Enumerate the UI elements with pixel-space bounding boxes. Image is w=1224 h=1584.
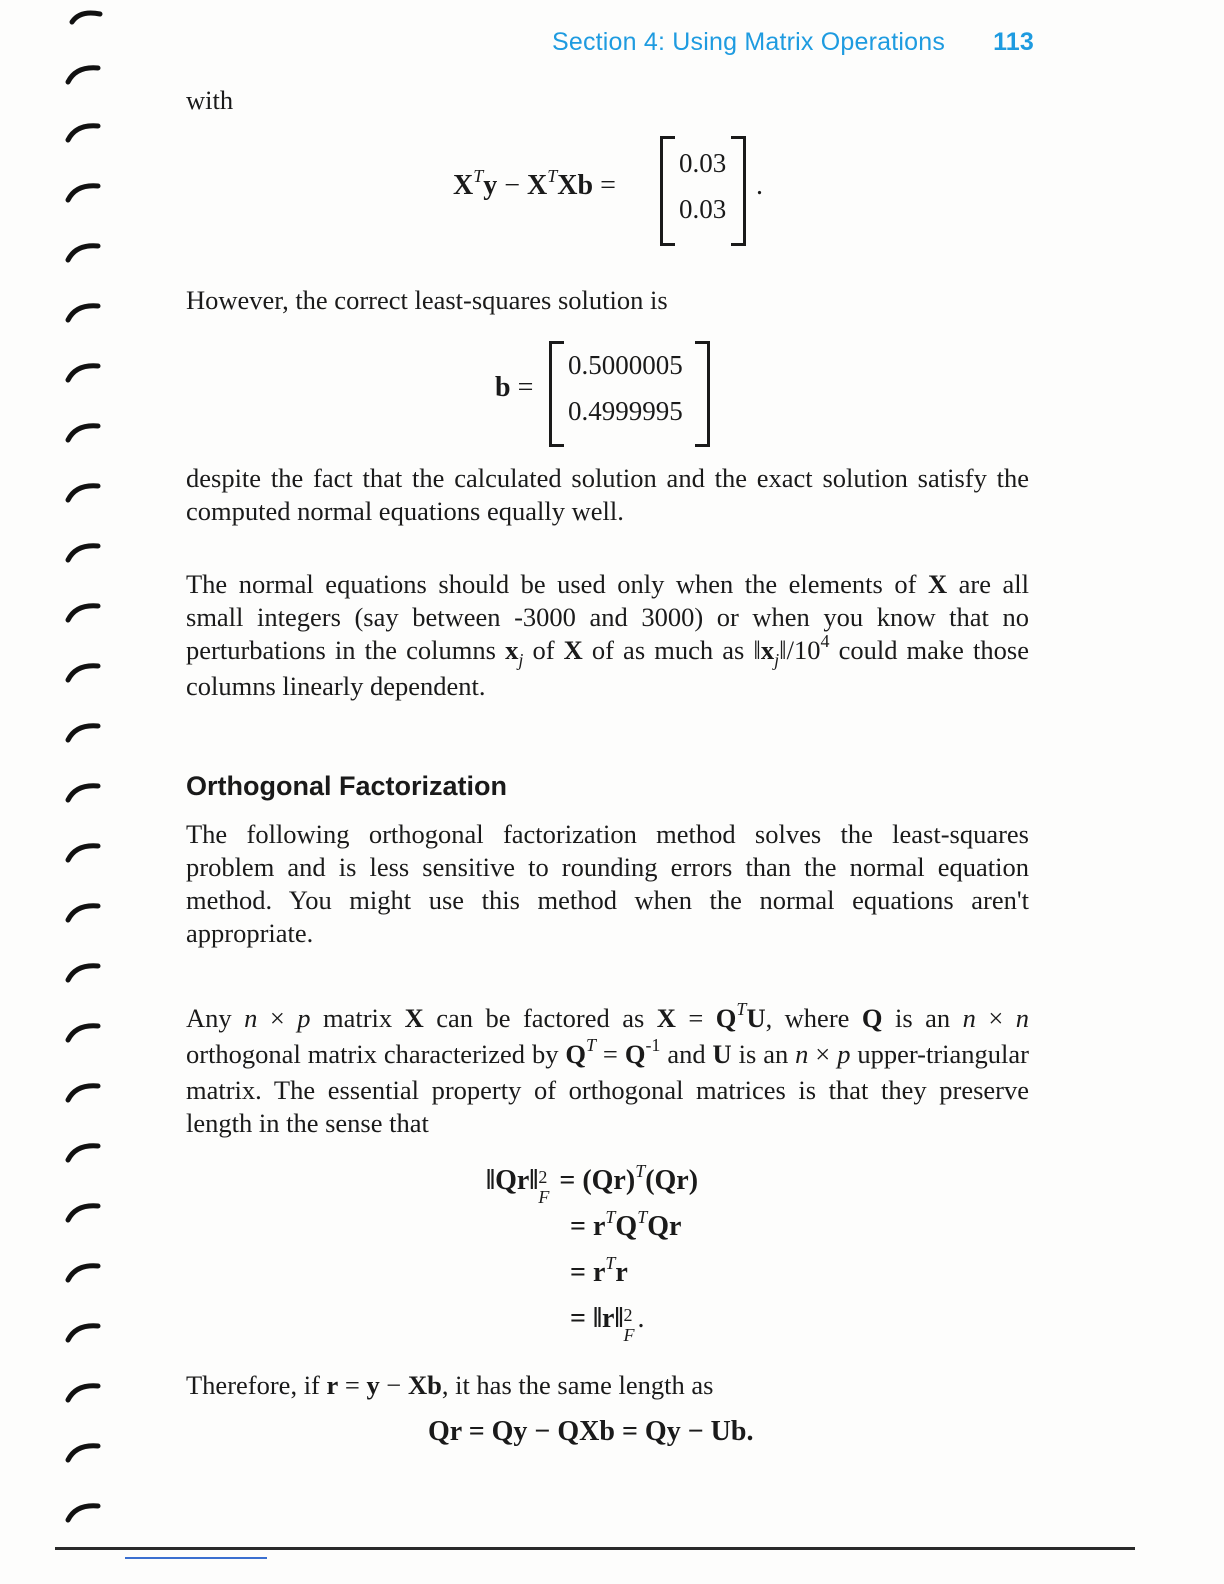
spiral-binding <box>58 0 108 1540</box>
binding-ring <box>68 126 98 140</box>
binding-ring <box>68 546 98 560</box>
aligned-equation-line: ‖Qr‖ 2 F = $(Qr)^T(Qr)$ <box>486 1161 699 1207</box>
binding-ring <box>72 13 100 22</box>
binding-ring <box>68 366 98 380</box>
paragraph-factorization: Any n × p matrix X can be factored as $X = Q^TU$, where Q is an n × n orthogonal matrix characterized by $Q^T = Q^{-1}$ and U is an n × p upper-triangular matrix. The essential property of orthogonal matrices is that they preserve length in the sense that <box>186 999 1029 1138</box>
paragraph-orthogonal-method: The following orthogonal factorization method solves the least-squares problem and is less sensitive to rounding errors than the normal equation method. You might use this method when the normal equations aren't appropriate. <box>186 819 1029 948</box>
equation-residual: $X^Ty - X^TXb$ = <box>453 166 616 201</box>
binding-ring <box>68 606 98 620</box>
aligned-equation-line: = ‖r‖ 2 F . <box>570 1303 645 1345</box>
aligned-equation-line: = $r^TQ^TQr$ <box>570 1207 682 1242</box>
binding-ring <box>68 426 98 440</box>
binding-ring <box>68 906 98 920</box>
matrix-entry: 0.03 <box>679 194 727 224</box>
matrix-left-bracket <box>660 136 675 246</box>
matrix-entry: 0.4999995 <box>568 396 683 426</box>
binding-ring <box>68 1206 98 1220</box>
bottom-rule <box>55 1547 1135 1550</box>
section-title: Section 4: Using Matrix Operations <box>551 28 946 56</box>
matrix-entry: 0.5000005 <box>568 350 683 380</box>
equation-period: . <box>756 170 763 201</box>
matrix-entry: 0.03 <box>679 148 727 178</box>
binding-ring <box>68 786 98 800</box>
running-header <box>430 28 1034 57</box>
binding-ring <box>68 1386 98 1400</box>
binding-ring <box>68 306 98 320</box>
aligned-equation-line: = $r^Tr$ <box>570 1253 628 1288</box>
paragraph-despite: despite the fact that the calculated solution and the exact solution satisfy the computed normal equations equally well. <box>186 463 1029 526</box>
binding-ring <box>68 186 98 200</box>
binding-ring <box>68 486 98 500</box>
binding-ring <box>68 1026 98 1040</box>
binding-ring <box>68 966 98 980</box>
binding-ring <box>68 1146 98 1160</box>
matrix-right-bracket <box>695 341 710 447</box>
binding-ring <box>68 726 98 740</box>
binding-ring <box>68 846 98 860</box>
equation-solution: b = <box>495 372 534 403</box>
binding-ring <box>68 1266 98 1280</box>
binding-ring <box>68 1446 98 1460</box>
binding-ring <box>68 666 98 680</box>
binding-ring <box>68 246 98 260</box>
matrix-left-bracket <box>549 341 564 447</box>
binding-ring <box>68 1326 98 1340</box>
paragraph-correct-solution: However, the correct least-squares solution is <box>186 285 668 315</box>
page-number: 113 <box>993 28 1034 56</box>
section-heading: Orthogonal Factorization <box>186 771 507 801</box>
binding-ring <box>68 1086 98 1100</box>
matrix-right-bracket <box>731 136 746 246</box>
paragraph-normal-equations: The normal equations should be used only when the elements of X are all small integers (say between -3000 and 3000) or when you know that no perturbations in the columns $x_j$ of X of as much as $‖x_j‖/10^4$ could make those columns linearly dependent. <box>186 569 1030 701</box>
binding-ring <box>68 1506 98 1520</box>
bottom-rule-accent <box>125 1557 267 1559</box>
final-equation: Qr = Qy − QXb = Qy − Ub. <box>428 1416 754 1447</box>
intro-word: with <box>186 85 234 115</box>
paragraph-therefore: Therefore, if r = y − Xb, it has the same length as <box>186 1370 714 1400</box>
binding-ring <box>68 68 98 82</box>
